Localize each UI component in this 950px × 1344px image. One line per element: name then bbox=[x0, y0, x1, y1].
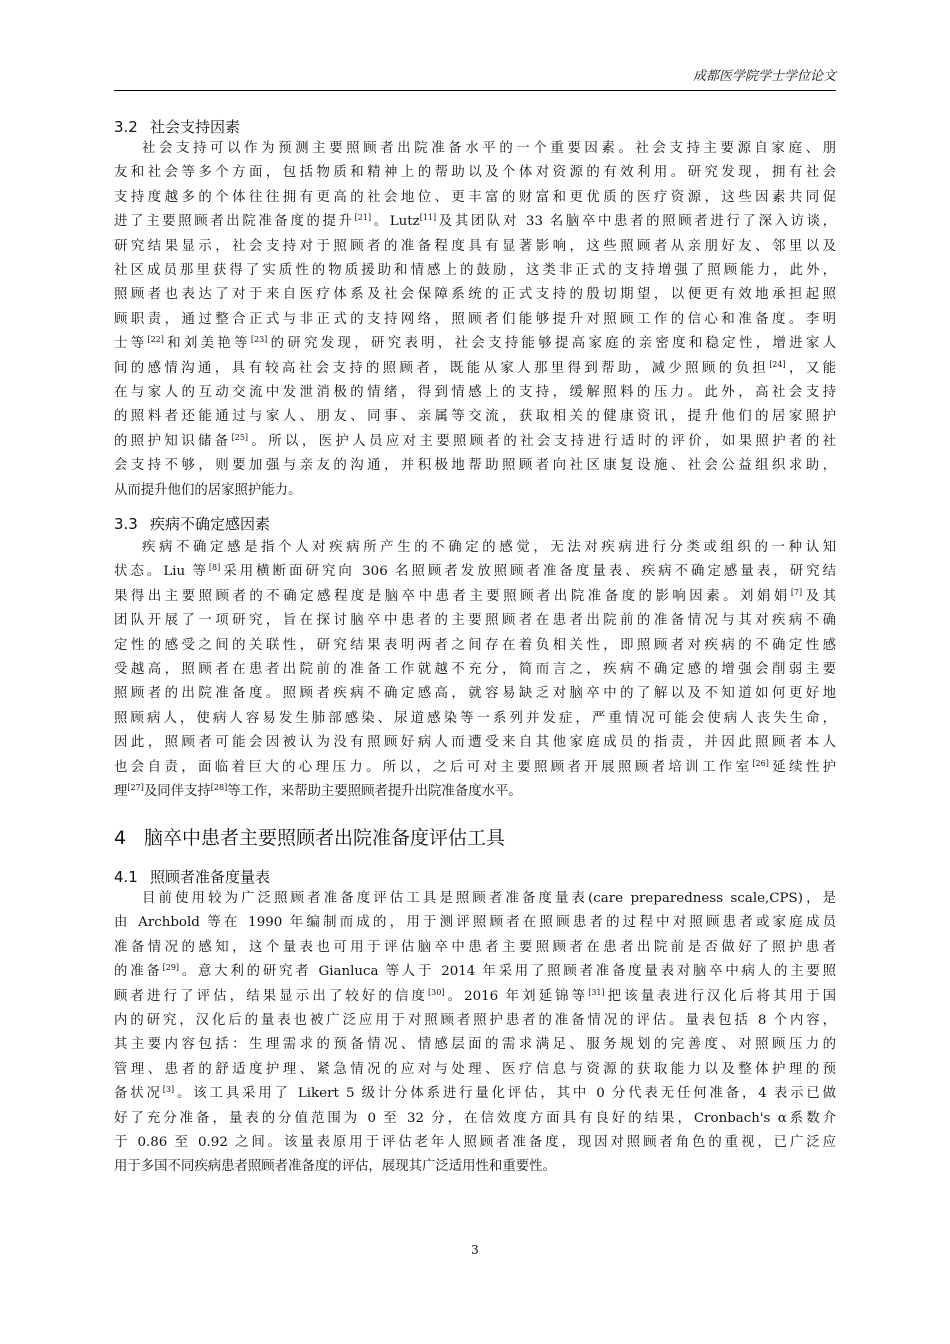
text-line: 状态。Liu 等[8]采用横断面研究向 306 名照顾者发放照顾者准备度量表、疾病不确定感量表，研究结 bbox=[114, 563, 836, 580]
text-line: 进了主要照顾者出院准备度的提升[21]。Lutz[11]及其团队对 33 名脑卒中患者的照顾者进行了深入访谈， bbox=[114, 213, 836, 230]
text-line: 的准备[29]。意大利的研究者 Gianluca 等人于 2014 年采用了照顾者准备度量表对脑卒中病人的主要照 bbox=[114, 963, 836, 980]
text-line: 内的研究，汉化后的量表也被广泛应用于对照顾者照护患者的准备情况的评估。量表包括 8 个内容， bbox=[114, 1013, 836, 1029]
text-line: 顾职责，通过整合正式与非正式的支持网络，照顾者们能够提升对照顾工作的信心和准备度。李明 bbox=[114, 311, 836, 327]
text-line: 于 0.86 至 0.92 之间。该量表原用于评估老年人照顾者准备度，现因对照顾者角色的重视，已广泛应 bbox=[114, 1135, 836, 1151]
text-line: 会支持不够，则要加强与亲友的沟通，并积极地帮助照顾者向社区康复设施、社会公益组织求助， bbox=[114, 458, 836, 474]
text-line: 在与家人的互动交流中发泄消极的情绪，得到情感上的支持，缓解照料的压力。此外，高社会支持 bbox=[114, 385, 836, 401]
text-line: 支持度越多的个体往往拥有更高的社会地位、更丰富的财富和更优质的医疗资源，这些因素共同促 bbox=[114, 189, 836, 205]
text-line: 研究结果显示，社会支持对于照顾者的准备程度具有显著影响，这些照顾者从亲朋好友、邻里以及 bbox=[114, 238, 836, 254]
paragraph-cps-scale bbox=[114, 887, 836, 1180]
chapter-title: 脑卒中患者主要照顾者出院准备度评估工具 bbox=[144, 827, 506, 849]
header-title: 成都医学院学士学位论文 bbox=[692, 69, 836, 84]
text-line: 备状况[3]。该工具采用了 Likert 5 级计分体系进行量化评估，其中 0 分代表无任何准备，4 表示已做 bbox=[114, 1085, 836, 1102]
text-line: 定性的感受之间的关联性，研究结果表明两者之间存在着负相关性，即照顾者对疾病的不确定性感 bbox=[114, 637, 836, 653]
section-title: 疾病不确定感因素 bbox=[150, 515, 271, 533]
text-line: 社区成员那里获得了实质性的物质援助和情感上的鼓励，这类非正式的支持增强了照顾能力，此外， bbox=[114, 263, 836, 279]
text-line: 团队开展了一项研究，旨在探讨脑卒中患者的主要照顾者在患者出院前的准备情况与其对疾病不确 bbox=[114, 613, 836, 629]
section-title: 照顾者准备度量表 bbox=[150, 868, 271, 886]
text-line: 也会自责，面临着巨大的心理压力。所以，之后可对主要照顾者开展照顾者培训工作室[26]延续性护 bbox=[114, 758, 836, 775]
text-line: 用于多国不同疾病患者照顾者准备度的评估，展现其广泛适用性和重要性。 bbox=[114, 1159, 556, 1175]
text-line: 果得出主要照顾者的不确定感程度是脑卒中患者主要照顾者出院准备度的影响因素。刘娟娟[7]及其 bbox=[114, 587, 836, 604]
text-line: 的照料者还能通过与家人、朋友、同事、亲属等交流，获取相关的健康资讯，提升他们的居家照护 bbox=[114, 409, 836, 425]
section-number: 3.2 bbox=[114, 118, 138, 136]
section-heading-3-2 bbox=[114, 116, 240, 138]
section-number: 3.3 bbox=[114, 515, 138, 533]
text-line: 受越高，照顾者在患者出院前的准备工作就越不充分，简而言之，疾病不确定感的增强会削弱主要 bbox=[114, 662, 836, 678]
text-line: 管理、患者的舒适度护理、紧急情况的应对与处理、医疗信息与资源的获取能力以及整体护理的预 bbox=[114, 1061, 836, 1077]
text-line: 的照护知识储备[25]。所以，医护人员应对主要照顾者的社会支持进行适时的评价，如果照护者的社 bbox=[114, 432, 836, 449]
page-header bbox=[114, 62, 836, 91]
text-line: 社会支持可以作为预测主要照顾者出院准备水平的一个重要因素。社会支持主要源自家庭、朋 bbox=[142, 141, 836, 156]
text-line: 目前使用较为广泛照顾者准备度评估工具是照顾者准备度量表(care preparedness scale,CPS)，是 bbox=[142, 891, 836, 906]
text-line: 照顾者也表达了对于来自医疗体系及社会保障系统的正式支持的殷切期望，以便更有效地承担起照 bbox=[114, 287, 836, 303]
section-title: 社会支持因素 bbox=[150, 118, 241, 136]
text-line: 顾者进行了评估，结果显示出了较好的信度[30]。2016 年刘延锦等[31]把该量表进行汉化后将其用于国 bbox=[114, 987, 836, 1004]
text-line: 友和社会等多个方面，包括物质和精神上的帮助以及个体对资源的有效利用。研究发现，拥有社会 bbox=[114, 165, 836, 181]
section-number: 4.1 bbox=[114, 868, 138, 886]
section-heading-3-3 bbox=[114, 513, 270, 535]
text-line: 由 Archbold 等在 1990 年编制而成的，用于测评照顾者在照顾患者的过程中对照顾患者或家庭成员 bbox=[114, 915, 836, 931]
text-line: 好了充分准备，量表的分值范围为 0 至 32 分，在信效度方面具有良好的结果，Cronbach's α系数介 bbox=[114, 1110, 836, 1126]
text-line: 因此，照顾者可能会因被认为没有照顾好病人而遭受来自其他家庭成员的指责，并因此照顾者本人 bbox=[114, 735, 836, 751]
text-line: 照顾者的出院准备度。照顾者疾病不确定感高，就容易缺乏对脑卒中的了解以及不知道如何更好地 bbox=[114, 686, 836, 702]
chapter-heading-4 bbox=[114, 823, 505, 853]
text-line: 疾病不确定感是指个人对疾病所产生的不确定的感觉，无法对疾病进行分类或组织的一种认知 bbox=[142, 540, 836, 555]
text-line: 从而提升他们的居家照护能力。 bbox=[114, 482, 302, 498]
text-line: 理[27]及同伴支持[28]等工作，来帮助主要照顾者提升出院准备度水平。 bbox=[114, 783, 522, 800]
paragraph-uncertainty bbox=[114, 536, 836, 804]
section-heading-4-1 bbox=[114, 866, 270, 888]
text-line: 其主要内容包括：生理需求的预备情况、情感层面的需求满足、服务规划的完善度、对照顾压力的 bbox=[114, 1037, 836, 1053]
chapter-number: 4 bbox=[114, 827, 127, 849]
text-line: 士等[22]和刘美艳等[23]的研究发现，研究表明，社会支持能够提高家庭的亲密度和稳定性，增进家人 bbox=[114, 335, 836, 352]
paragraph-social-support bbox=[114, 137, 836, 503]
text-line: 间的感情沟通，具有较高社会支持的照顾者，既能从家人那里得到帮助，减少照顾的负担[24]，又能 bbox=[114, 359, 836, 376]
page-number: 3 bbox=[471, 1243, 479, 1257]
text-line: 照顾病人，使病人容易发生肺部感染、尿道感染等一系列并发症，严重情况可能会使病人丧失生命， bbox=[114, 710, 836, 726]
text-line: 准备情况的感知，这个量表也可用于评估脑卒中患者主要照顾者在患者出院前是否做好了照护患者 bbox=[114, 939, 836, 955]
